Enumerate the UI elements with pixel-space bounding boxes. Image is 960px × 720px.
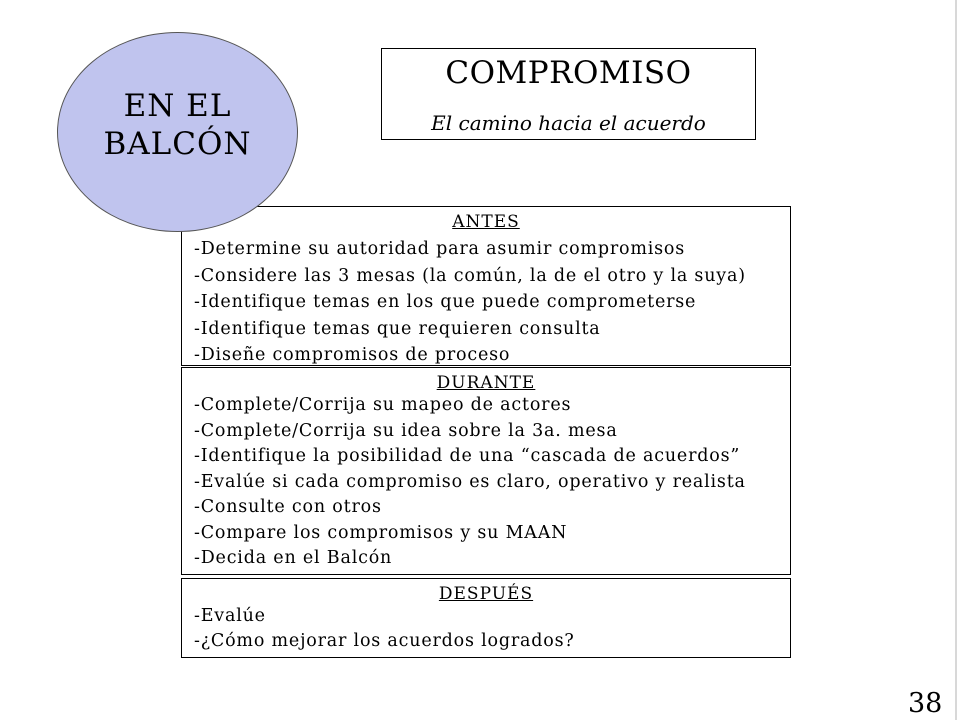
balcon-badge-text: EN EL BALCÓN bbox=[103, 88, 252, 162]
slide-subtitle: El camino hacia el acuerdo bbox=[431, 111, 706, 135]
page-number: 38 bbox=[908, 688, 943, 719]
list-item: -¿Cómo mejorar los acuerdos logrados? bbox=[194, 631, 575, 651]
section-list-despues bbox=[182, 604, 790, 654]
section-title-despues: DESPUÉS bbox=[438, 584, 534, 604]
list-item: -Identifique temas que requieren consulta bbox=[194, 318, 601, 339]
section-despues bbox=[181, 578, 791, 658]
list-item: -Determine su autoridad para asumir compromisos bbox=[194, 239, 686, 259]
list-item: -Evalúe si cada compromiso es claro, operativo y realista bbox=[194, 471, 746, 492]
list-item: -Identifique la posibilidad de una “cascada de acuerdos” bbox=[194, 446, 741, 466]
list-item: -Decida en el Balcón bbox=[194, 548, 393, 568]
right-edge-rule bbox=[955, 0, 957, 720]
list-item: -Identifique temas en los que puede comprometerse bbox=[194, 292, 697, 312]
list-item: -Consulte con otros bbox=[194, 497, 382, 517]
list-item: -Complete/Corrija su idea sobre la 3a. mesa bbox=[194, 420, 618, 441]
list-item: -Evalúe bbox=[194, 606, 266, 626]
list-item: -Considere las 3 mesas (la común, la de el otro y la suya) bbox=[194, 265, 746, 286]
list-item: -Compare los compromisos y su MAAN bbox=[194, 522, 568, 543]
title-box bbox=[381, 48, 756, 140]
list-item: -Complete/Corrija su mapeo de actores bbox=[194, 395, 572, 415]
list-item: -Diseñe compromisos de proceso bbox=[194, 345, 511, 365]
section-title-antes: ANTES bbox=[452, 212, 520, 232]
balcon-badge bbox=[57, 32, 298, 232]
section-antes bbox=[181, 206, 791, 366]
section-list-durante bbox=[182, 393, 790, 572]
section-list-antes bbox=[182, 236, 790, 369]
section-title-durante: DURANTE bbox=[436, 373, 536, 393]
slide-title: COMPROMISO bbox=[445, 55, 692, 91]
section-durante bbox=[181, 367, 791, 575]
